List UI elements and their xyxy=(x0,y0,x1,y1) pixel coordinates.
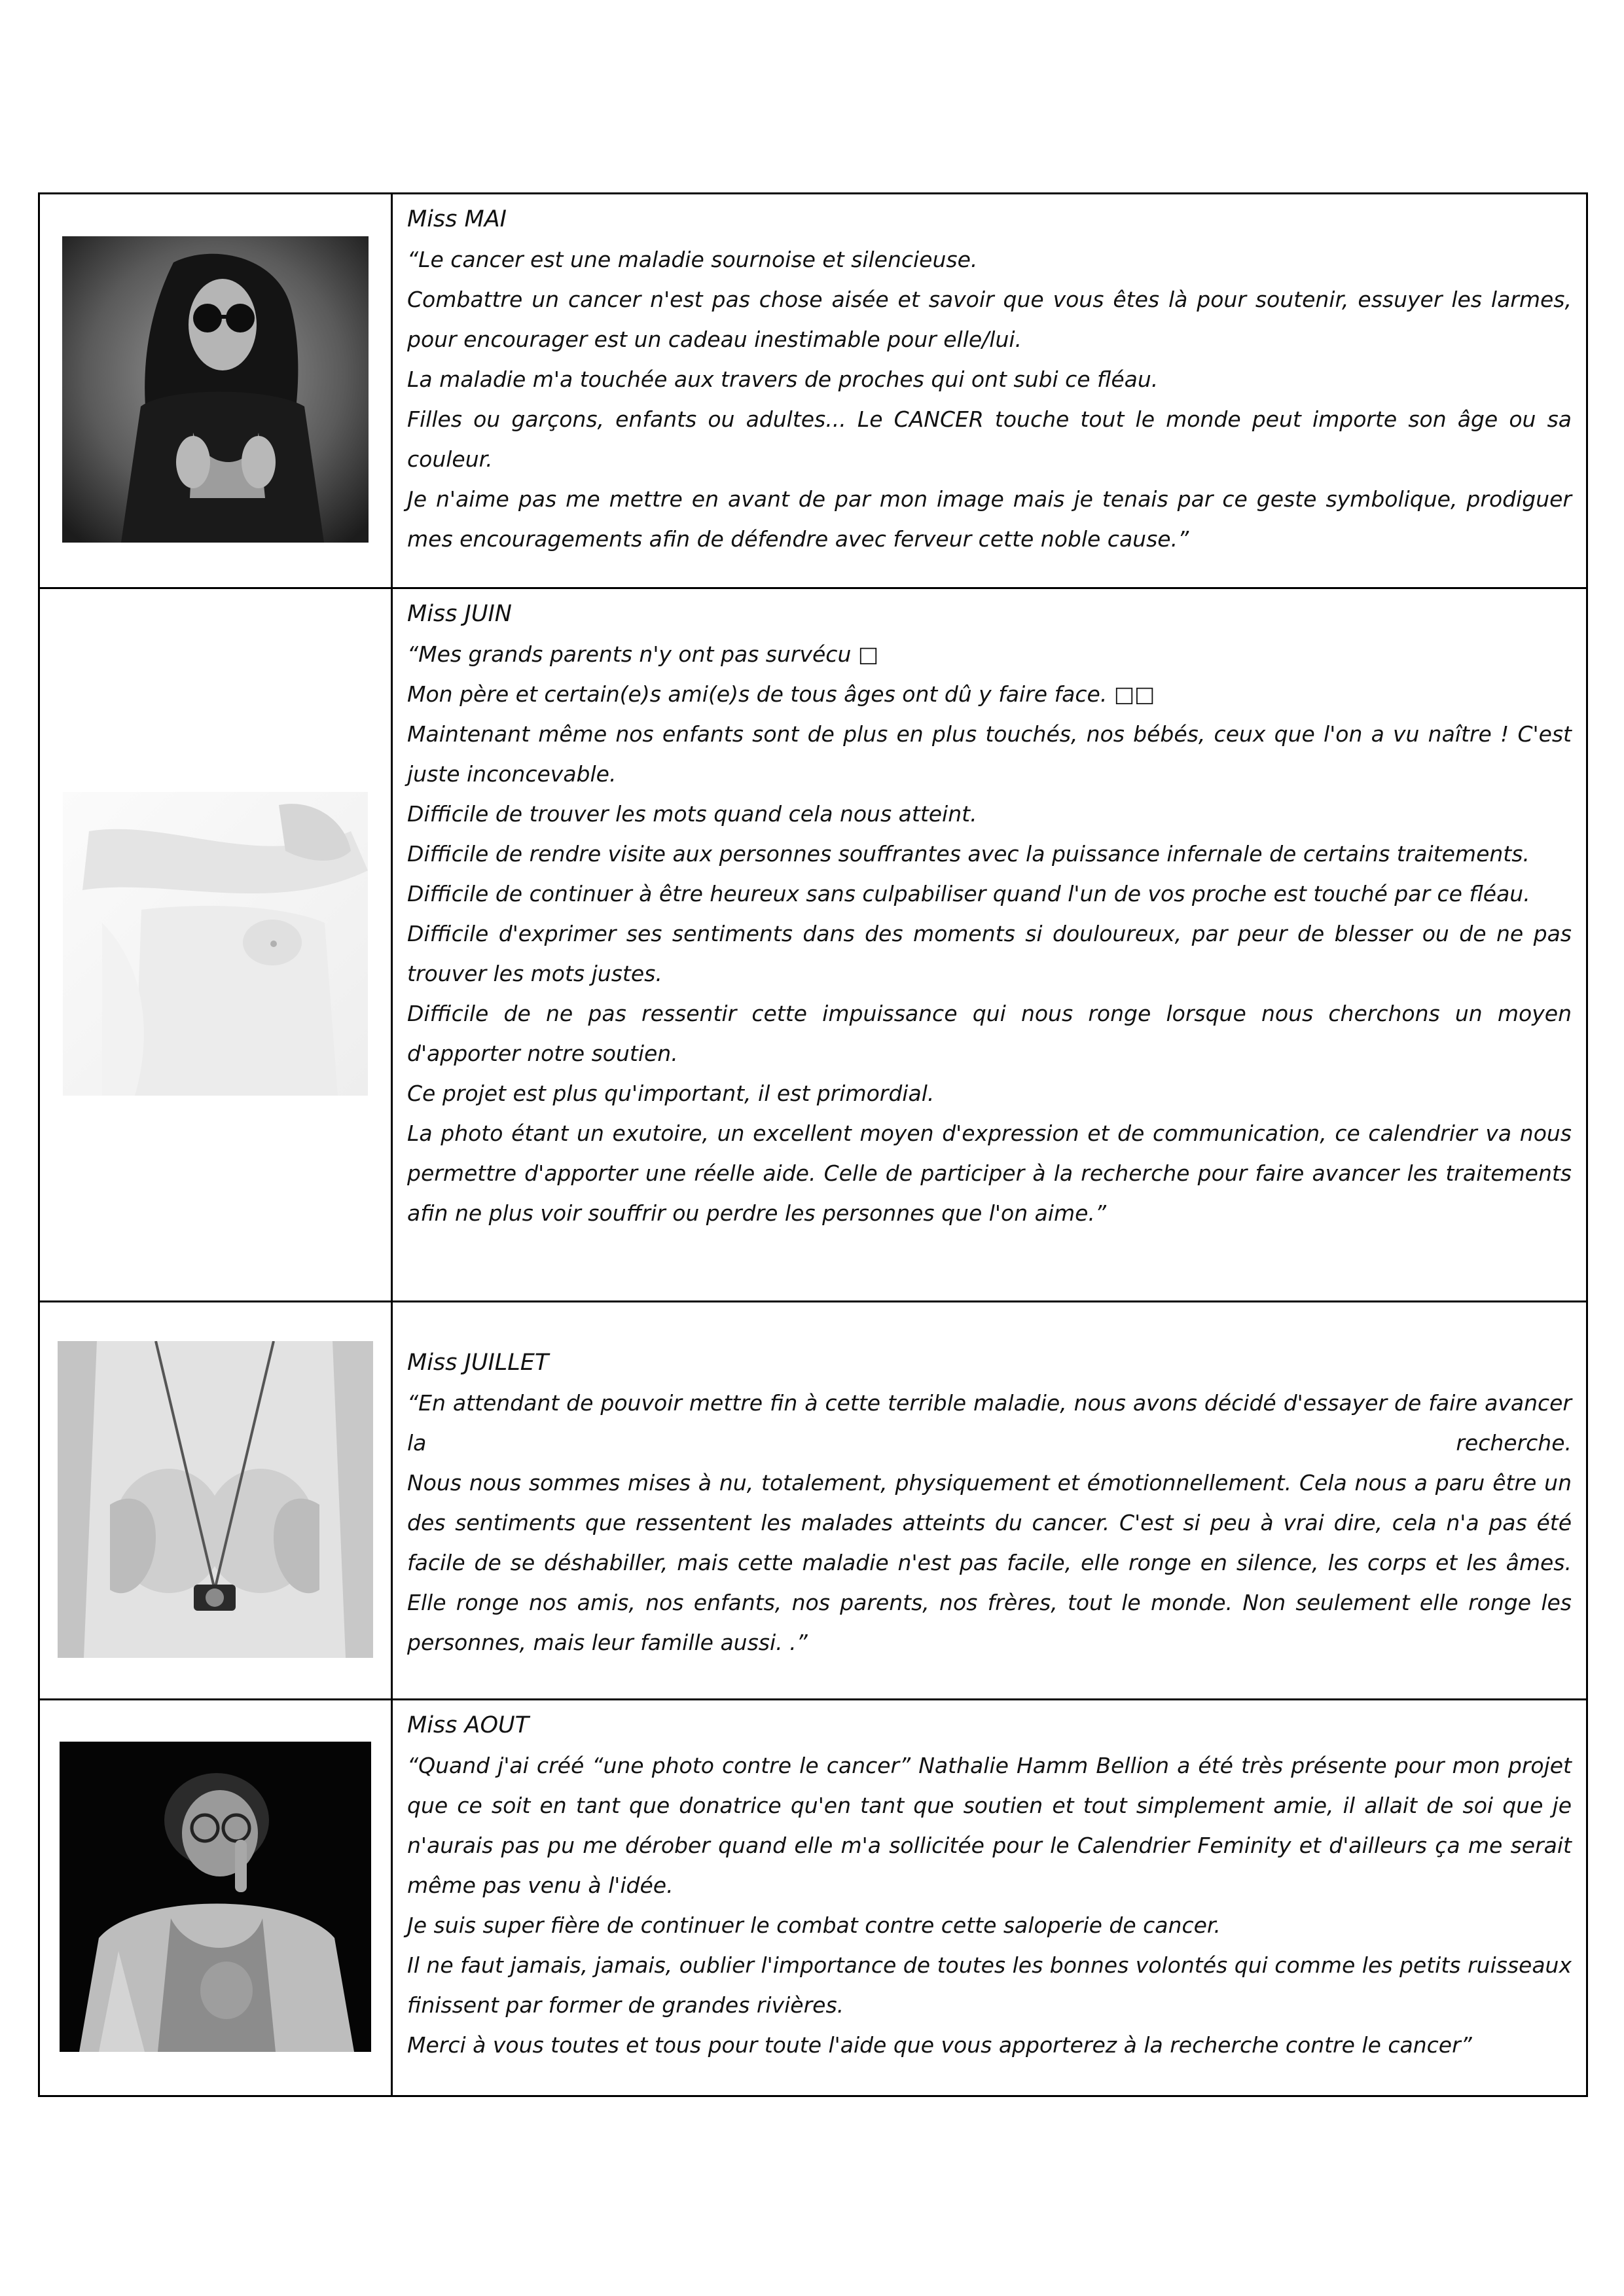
entry-row-juillet xyxy=(39,1302,1587,1700)
entry-row-mai xyxy=(39,194,1587,588)
entry-line: Merci à vous toutes et tous pour toute l'aide que vous apporterez à la recherche contre le cancer” xyxy=(407,2032,1472,2058)
photo-cell xyxy=(39,1700,392,2096)
entry-line: Filles ou garçons, enfants ou adultes... Le CANCER touche tout le monde peut importe son âge ou sa couleur. xyxy=(407,406,1572,472)
entry-line: “Le cancer est une maladie sournoise et silencieuse. xyxy=(407,247,978,272)
entry-line: Difficile de ne pas ressentir cette impuissance qui nous ronge lorsque nous cherchons un moyen d'apporter notre soutien. xyxy=(407,1001,1572,1066)
entry-line: La maladie m'a touchée aux travers de proches qui ont subi ce fléau. xyxy=(407,367,1159,392)
portrait-photo-aout xyxy=(60,1742,371,2052)
entry-name: Miss MAI xyxy=(407,206,507,232)
entry-line: Difficile de continuer à être heureux sans culpabiliser quand l'un de vos proche est touché par ce fléau. xyxy=(407,881,1530,906)
entry-line: “En attendant de pouvoir mettre fin à cette terrible maladie, nous avons décidé d'essayer de faire avancer la recherche. xyxy=(407,1390,1572,1456)
entry-line: La photo étant un exutoire, un excellent moyen d'expression et de communication, ce calendrier va nous permettre d'apporter une réelle aide. Celle de participer à la recherche pour faire avancer les traitements afin ne plus voir souffrir ou perdre les personnes que l'on aime.” xyxy=(407,1121,1572,1226)
entry-line: “Mes grands parents n'y ont pas survécu □ xyxy=(407,641,879,667)
entry-line: “Quand j'ai créé “une photo contre le cancer” Nathalie Hamm Bellion a été très présente pour mon projet que ce soit en tant que donatrice qu'en tant que soutien et tout simplement amie, il allait de soi que je n'aurais pas pu me dérober quand elle m'a sollicitée pour le Calendrier Feminity et d'ailleurs ça me serait même pas venu à l'idée. xyxy=(407,1753,1572,1898)
entry-line: Je suis super fière de continuer le combat contre cette saloperie de cancer. xyxy=(407,1912,1221,1938)
entry-name: Miss JUILLET xyxy=(407,1350,549,1376)
entry-line: Difficile de trouver les mots quand cela nous atteint. xyxy=(407,801,977,827)
portrait-photo-juillet xyxy=(58,1341,373,1658)
entry-line: Difficile d'exprimer ses sentiments dans des moments si douloureux, par peur de blesser ou de ne pas trouver les mots justes. xyxy=(407,921,1572,986)
text-cell xyxy=(392,588,1587,1302)
entry-row-juin xyxy=(39,588,1587,1302)
entry-line: Je n'aime pas me mettre en avant de par mon image mais je tenais par ce geste symbolique, prodiguer mes encouragements afin de défendre avec ferveur cette noble cause.” xyxy=(407,486,1572,552)
entry-line: Il ne faut jamais, jamais, oublier l'importance de toutes les bonnes volontés qui comme les petits ruisseaux finissent par former de grandes rivières. xyxy=(407,1952,1572,2018)
entry-name: Miss AOUT xyxy=(407,1712,530,1738)
testimonials-table xyxy=(38,192,1588,2097)
portrait-photo-mai xyxy=(62,236,369,543)
entry-line: Ce projet est plus qu'important, il est primordial. xyxy=(407,1081,935,1106)
photo-cell xyxy=(39,194,392,588)
text-cell xyxy=(392,1700,1587,2096)
entry-line: Combattre un cancer n'est pas chose aisée et savoir que vous êtes là pour soutenir, essuyer les larmes, pour encourager est un cadeau inestimable pour elle/lui. xyxy=(407,287,1572,352)
entry-line: Nous nous sommes mises à nu, totalement, physiquement et émotionnellement. Cela nous a paru être un des sentiments que ressentent les malades atteints du cancer. C'est si peu à vrai dire, cela n'a pas été facile de se déshabiller, mais cette maladie n'est pas facile, elle ronge en silence, les corps et les âmes. Elle ronge nos amis, nos enfants, nos parents, nos frères, tout le monde. Non seulement elle ronge les personnes, mais leur famille aussi. .” xyxy=(407,1470,1572,1655)
entry-line: Difficile de rendre visite aux personnes souffrantes avec la puissance infernale de certains traitements. xyxy=(407,841,1530,867)
entry-name: Miss JUIN xyxy=(407,601,512,627)
portrait-photo-juin xyxy=(63,792,368,1096)
photo-cell xyxy=(39,1302,392,1700)
text-cell xyxy=(392,194,1587,588)
entry-line: Mon père et certain(e)s ami(e)s de tous âges ont dû y faire face. □□ xyxy=(407,681,1155,707)
text-cell xyxy=(392,1302,1587,1700)
entry-line: Maintenant même nos enfants sont de plus en plus touchés, nos bébés, ceux que l'on a vu naître ! C'est juste inconcevable. xyxy=(407,721,1572,787)
entry-row-aout xyxy=(39,1700,1587,2096)
photo-cell xyxy=(39,588,392,1302)
